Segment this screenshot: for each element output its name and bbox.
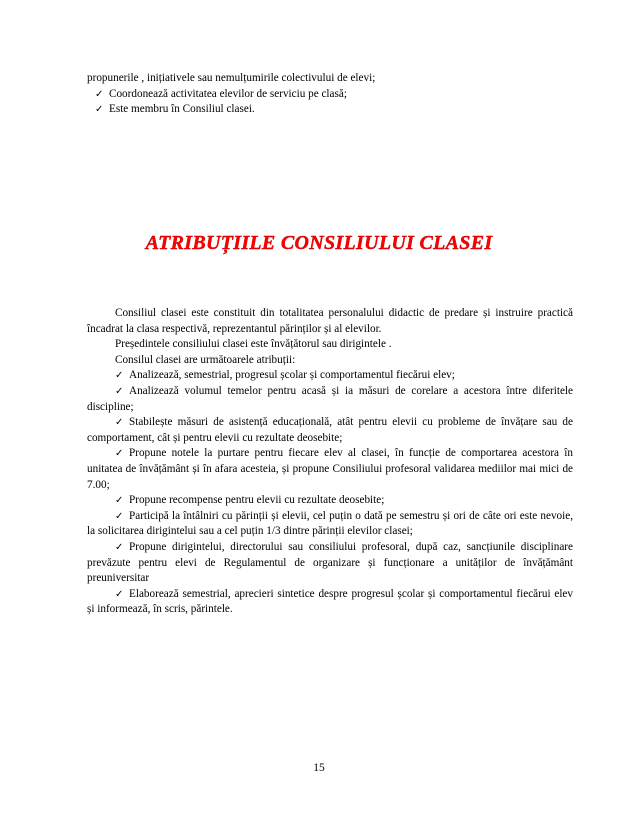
list-item: ✓ Participă la întâlniri cu părinții și elevii, cel puțin o dată pe semestru și ori de câte ori este nevoie, la solicitarea dirigintelui sau a cel puțin 1/3 dintre părinții elevilor clasei;: [87, 509, 573, 538]
checkmark-icon: ✓: [115, 541, 124, 553]
checkmark-icon: ✓: [115, 385, 124, 397]
checkmark-icon: ✓: [115, 510, 124, 522]
top-text-block: [87, 71, 573, 118]
checkmark-icon: ✓: [95, 88, 104, 100]
checkmark-icon: ✓: [115, 588, 124, 600]
list-item: ✓ Stabilește măsuri de asistență educațională, atât pentru elevii cu probleme de învățare sau de comportament, cât și pentru elevii cu rezultate deosebite;: [87, 416, 573, 444]
list-item: ✓ Propune notele la purtare pentru fiecare elev al clasei, în funcție de comportarea acestora în unitatea de învățământ și în afara acesteia, și propune Consiliului profesoral validarea mediilor mai mici de 7.00;: [87, 447, 573, 491]
checkmark-icon: ✓: [95, 104, 104, 116]
checkmark-icon: ✓: [115, 370, 124, 382]
section-title: ATRIBUȚIILE CONSILIULUI CLASEI: [145, 232, 493, 254]
list-item: ✓ Propune recompense pentru elevii cu rezultate deosebite;: [87, 493, 573, 509]
list-item: ✓ Analizează, semestrial, progresul școlar și comportamentul fiecărui elev;: [87, 368, 573, 384]
continued-paragraph: propunerile , inițiativele sau nemulțumirile colectivului de elevi;: [87, 72, 376, 84]
president-paragraph: Președintele consiliului clasei este învățătorul sau dirigintele .: [115, 338, 392, 351]
list-item: ✓ Elaborează semestrial, aprecieri sintetice despre progresul școlar și comportamentul fiecărui elev și informează, în scris, părintele.: [87, 587, 573, 616]
list-item: ✓ Coordonează activitatea elevilor de serviciu pe clasă;: [87, 87, 573, 103]
checkmark-icon: ✓: [115, 495, 124, 507]
intro-paragraph: Consiliul clasei este constituit din totalitatea personalului didactic de predare și instruire practică încadrat la clasa respectivă, reprezentantul părinților și al elevilor.: [87, 307, 573, 335]
list-item: ✓ Analizează volumul temelor pentru acasă și ia măsuri de corelare a acestora între diferitele discipline;: [87, 384, 573, 413]
page-number: 15: [313, 762, 325, 774]
list-item: ✓ Propune dirigintelui, directorului sau consiliului profesoral, după caz, sancțiunile disciplinare prevăzute pentru elevi de Regulamentul de organizare și funcționare a unităților de învățământ preuniversitar: [87, 540, 573, 585]
checkmark-icon: ✓: [115, 448, 124, 460]
main-text-block: [87, 306, 573, 618]
checkmark-icon: ✓: [115, 417, 124, 429]
list-item: ✓ Este membru în Consiliul clasei.: [87, 102, 573, 118]
attributions-lead: Consilul clasei are următoarele atribuții:: [115, 353, 296, 366]
